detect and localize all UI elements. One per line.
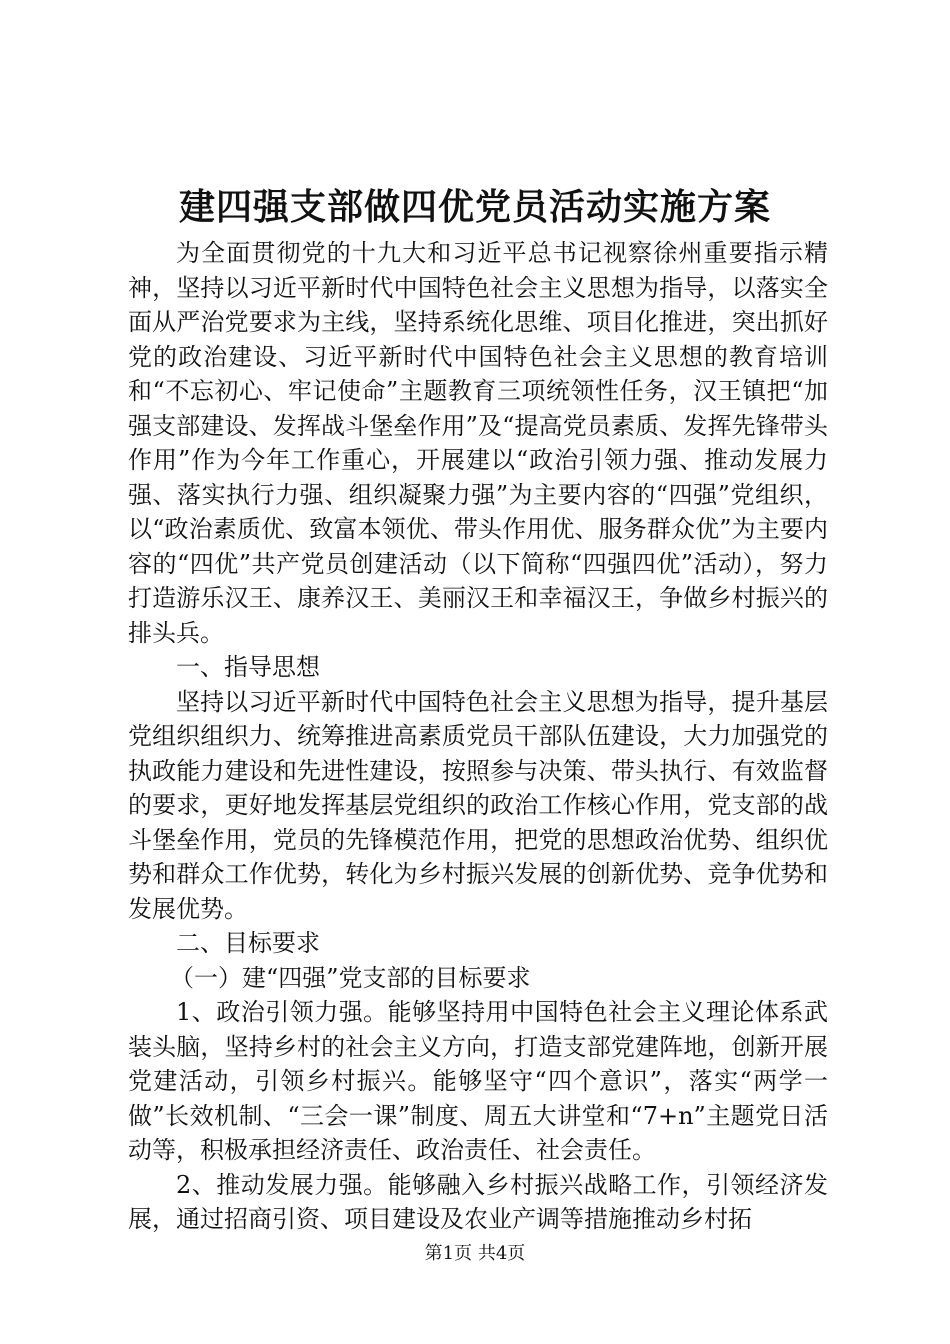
- page-number-footer: 第1页 共4页: [424, 1243, 526, 1264]
- section-1-paragraph: 坚持以习近平新时代中国特色社会主义思想为指导，提升基层党组织组织力、统筹推进高素质党员干部队伍建设，大力加强党的执政能力建设和先进性建设，按照参与决策、带头执行、有效监督的要求，更好地发挥基层党组织的政治工作核心作用，党支部的战斗堡垒作用，党员的先锋模范作用，把党的思想政治优势、组织优势和群众工作优势，转化为乡村振兴发展的创新优势、竞争优势和发展优势。: [128, 687, 828, 923]
- item-2-paragraph: 2、推动发展力强。能够融入乡村振兴战略工作，引领经济发展，通过招商引资、项目建设及农业产调等措施推动乡村拓: [128, 1170, 828, 1233]
- section-2-heading: 二、目标要求: [176, 929, 320, 957]
- item-1-paragraph: 1、政治引领力强。能够坚持用中国特色社会主义理论体系武装头脑，坚持乡村的社会主义方向，打造支部党建阵地，创新开展党建活动，引领乡村振兴。能够坚守“四个意识”，落实“两学一做”长效机制、“三会一课”制度、周五大讲堂和“7+n”主题党日活动等，积极承担经济责任、政治责任、社会责任。: [128, 998, 828, 1164]
- intro-paragraph: 为全面贯彻党的十九大和习近平总书记视察徐州重要指示精神，坚持以习近平新时代中国特色社会主义思想为指导，以落实全面从严治党要求为主线，坚持系统化思维、项目化推进，突出抓好党的政治建设、习近平新时代中国特色社会主义思想的教育培训和“不忘初心、牢记使命”主题教育三项统领性任务，汉王镇把“加强支部建设、发挥战斗堡垒作用”及“提高党员素质、发挥先锋带头作用”作为今年工作重心，开展建以“政治引领力强、推动发展力强、落实执行力强、组织凝聚力强”为主要内容的“四强”党组织，以“政治素质优、致富本领优、带头作用优、服务群众优”为主要内容的“四优”共产党员创建活动（以下简称“四强四优”活动），努力打造游乐汉王、康养汉王、美丽汉王和幸福汉王，争做乡村振兴的排头兵。: [128, 239, 828, 647]
- document-title: 建四强支部做四优党员活动实施方案: [178, 186, 771, 228]
- section-1-heading: 一、指导思想: [176, 653, 320, 681]
- section-2-subheading-1: （一）建“四强”党支部的目标要求: [170, 963, 531, 992]
- document-body: [128, 236, 828, 1237]
